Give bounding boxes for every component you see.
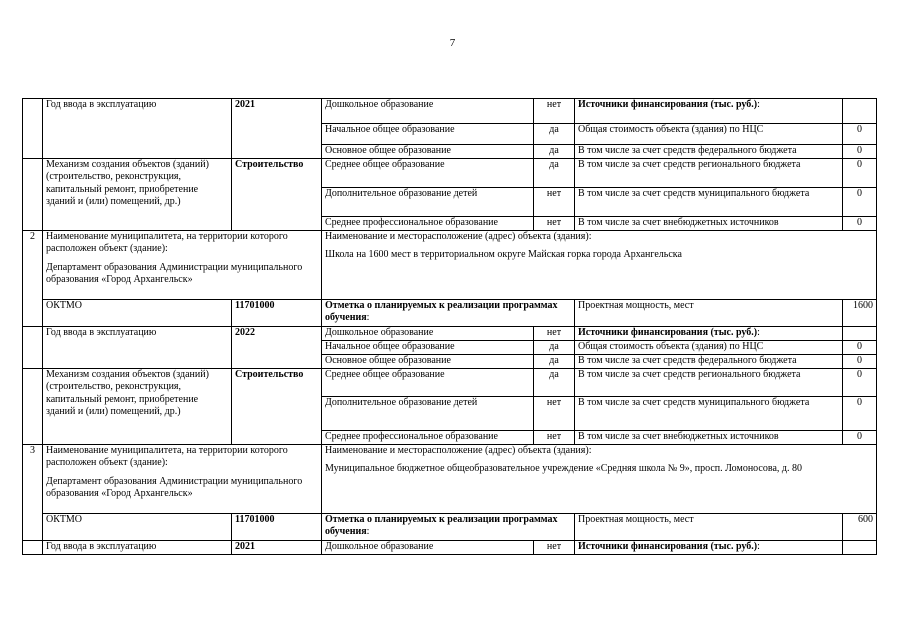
value-capacity: 1600: [843, 300, 877, 327]
page-number: 7: [449, 37, 456, 49]
table-row: [23, 99, 877, 124]
value-capacity: 600: [843, 514, 877, 541]
value-extra: нет: [534, 397, 575, 431]
value-municipal: 0: [843, 397, 877, 431]
value-preschool: нет: [534, 99, 575, 124]
value-primary: да: [534, 124, 575, 145]
table-row: [23, 231, 877, 300]
label-extra: Дополнительное образование детей: [322, 188, 534, 217]
label-sources: Источники финансирования (тыс. руб.):: [575, 99, 843, 124]
label-preschool: Дошкольное образование: [322, 541, 534, 555]
label-oktmo: ОКТМО: [43, 300, 232, 327]
object-value: Школа на 1600 мест в территориальном округе Майская горка города Архангельска: [325, 249, 682, 261]
municipality-title: Наименование муниципалитета, на территории которого расположен объект (здание):: [46, 231, 288, 255]
value-preschool: нет: [534, 541, 575, 555]
label-total-cost: Общая стоимость объекта (здания) по НЦС: [575, 124, 843, 145]
table-row: [23, 541, 877, 555]
label-preschool: Дошкольное образование: [322, 327, 534, 341]
table-row: [23, 369, 877, 397]
label-basic: Основное общее образование: [322, 355, 534, 369]
label-regional: В том числе за счет средств регионального бюджета: [575, 159, 843, 188]
label-mechanism: Механизм создания объектов (зданий) (строительство, реконструкция, капитальный ремонт, приобретение зданий и (или) помещений, др.): [43, 369, 232, 445]
label-offbudget: В том числе за счет внебюджетных источников: [575, 431, 843, 445]
value-empty: [843, 541, 877, 555]
value-basic: да: [534, 145, 575, 159]
label-offbudget: В том числе за счет внебюджетных источников: [575, 217, 843, 231]
value-total-cost: 0: [843, 124, 877, 145]
number-cell: [23, 159, 43, 231]
municipality-cell: [43, 445, 322, 514]
municipality-cell: [43, 231, 322, 300]
value-extra: нет: [534, 188, 575, 217]
value-municipal: 0: [843, 188, 877, 217]
value-federal: 0: [843, 145, 877, 159]
value-regional: 0: [843, 369, 877, 397]
object-cell: [322, 231, 877, 300]
label-sources: Источники финансирования (тыс. руб.):: [575, 327, 843, 341]
value-primary: да: [534, 341, 575, 355]
label-total-cost: Общая стоимость объекта (здания) по НЦС: [575, 341, 843, 355]
label-year: Год ввода в эксплуатацию: [43, 327, 232, 369]
value-empty: [843, 327, 877, 341]
object-cell: [322, 445, 877, 514]
label-secondary: Среднее общее образование: [322, 369, 534, 397]
label-capacity: Проектная мощность, мест: [575, 300, 843, 327]
number-cell: [23, 327, 43, 369]
number-cell: [23, 369, 43, 445]
table-row: [23, 514, 877, 541]
object-value: Муниципальное бюджетное общеобразовательное учреждение «Средняя школа № 9», просп. Ломоносова, д. 80: [325, 463, 802, 475]
label-secondary: Среднее общее образование: [322, 159, 534, 188]
value-basic: да: [534, 355, 575, 369]
value-vocational: нет: [534, 431, 575, 445]
object-title: Наименование и месторасположение (адрес) объекта (здания):: [325, 231, 592, 242]
value-year: 2021: [232, 99, 322, 159]
label-federal: В том числе за счет средств федерального бюджета: [575, 355, 843, 369]
label-mechanism: Механизм создания объектов (зданий) (строительство, реконструкция, капитальный ремонт, приобретение зданий и (или) помещений, др.): [43, 159, 232, 231]
label-programs: Отметка о планируемых к реализации программах обучения:: [322, 300, 575, 327]
label-oktmo: ОКТМО: [43, 514, 232, 541]
row-number: 2: [23, 231, 43, 327]
table-row: [23, 445, 877, 514]
value-total-cost: 0: [843, 341, 877, 355]
value-offbudget: 0: [843, 217, 877, 231]
municipality-title: Наименование муниципалитета, на территории которого расположен объект (здание):: [46, 445, 288, 469]
label-primary: Начальное общее образование: [322, 124, 534, 145]
value-year: 2021: [232, 541, 322, 555]
number-cell: [23, 99, 43, 159]
value-federal: 0: [843, 355, 877, 369]
table-row: [23, 159, 877, 188]
label-basic: Основное общее образование: [322, 145, 534, 159]
label-municipal: В том числе за счет средств муниципального бюджета: [575, 188, 843, 217]
value-mechanism: Строительство: [232, 159, 322, 231]
row-number: 3: [23, 445, 43, 541]
value-mechanism: Строительство: [232, 369, 322, 445]
label-municipal: В том числе за счет средств муниципального бюджета: [575, 397, 843, 431]
value-oktmo: 11701000: [232, 300, 322, 327]
table-row: [23, 300, 877, 327]
value-empty: [843, 99, 877, 124]
municipality-value: Департамент образования Администрации муниципального образования «Город Архангельск»: [46, 261, 303, 285]
label-vocational: Среднее профессиональное образование: [322, 431, 534, 445]
municipality-value: Департамент образования Администрации муниципального образования «Город Архангельск»: [46, 475, 303, 499]
value-secondary: да: [534, 369, 575, 397]
value-year: 2022: [232, 327, 322, 369]
label-programs: Отметка о планируемых к реализации программах обучения:: [322, 514, 575, 541]
number-cell: [23, 541, 43, 555]
label-extra: Дополнительное образование детей: [322, 397, 534, 431]
value-offbudget: 0: [843, 431, 877, 445]
value-regional: 0: [843, 159, 877, 188]
label-regional: В том числе за счет средств регионального бюджета: [575, 369, 843, 397]
label-federal: В том числе за счет средств федерального бюджета: [575, 145, 843, 159]
label-year: Год ввода в эксплуатацию: [43, 99, 232, 159]
value-preschool: нет: [534, 327, 575, 341]
table-row: [23, 327, 877, 341]
label-capacity: Проектная мощность, мест: [575, 514, 843, 541]
value-secondary: да: [534, 159, 575, 188]
object-title: Наименование и месторасположение (адрес) объекта (здания):: [325, 445, 592, 456]
label-year: Год ввода в эксплуатацию: [43, 541, 232, 555]
value-vocational: нет: [534, 217, 575, 231]
label-vocational: Среднее профессиональное образование: [322, 217, 534, 231]
value-oktmo: 11701000: [232, 514, 322, 541]
label-primary: Начальное общее образование: [322, 341, 534, 355]
label-preschool: Дошкольное образование: [322, 99, 534, 124]
objects-table: [22, 98, 877, 555]
label-sources: Источники финансирования (тыс. руб.):: [575, 541, 843, 555]
